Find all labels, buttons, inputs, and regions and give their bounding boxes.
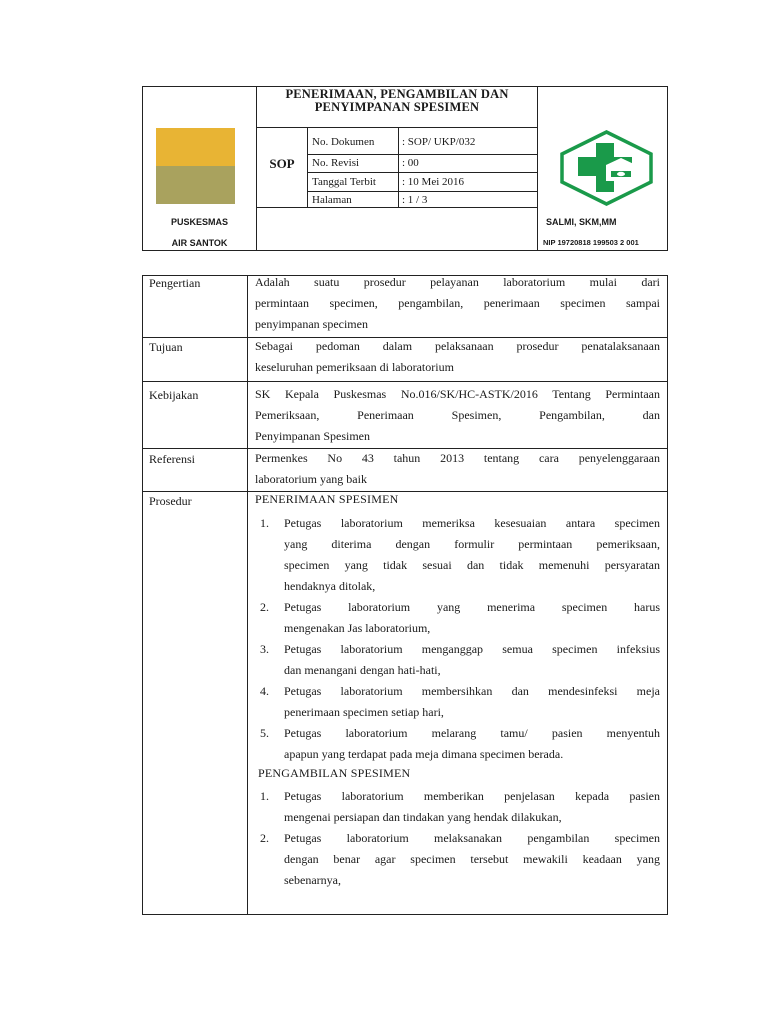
logo-top-block <box>156 128 235 166</box>
list-number: 1. <box>260 516 269 530</box>
row-label-pengertian: Pengertian <box>149 276 201 290</box>
title-line: PENYIMPANAN SPESIMEN <box>314 100 480 114</box>
row-label-referensi: Referensi <box>149 452 195 466</box>
text-line: Permenkes No 43 tahun 2013 tentang cara penyelenggaraan <box>255 451 660 465</box>
text-line: mengenai persiapan dan tindakan yang hendak dilakukan, <box>284 810 562 824</box>
text-line: permintaan specimen, pengambilan, penerimaan specimen sampai <box>255 296 660 310</box>
signer-name: SALMI, SKM,MM <box>546 217 617 227</box>
text-line: Sebagai pedoman dalam pelaksanaan prosedur penatalaksanaan <box>255 339 660 353</box>
list-item <box>260 786 660 828</box>
text-line: penerimaan specimen setiap hari, <box>284 705 444 719</box>
text-line: Petugas laboratorium menganggap semua specimen infeksius <box>284 642 660 656</box>
row-content-tujuan <box>255 336 660 378</box>
meta-label: No. Dokumen <box>312 136 375 148</box>
text-line: Petugas laboratorium melarang tamu/ pasien menyentuh <box>284 726 660 740</box>
text-line: yang diterima dengan formulir permintaan pemeriksaan, <box>284 537 660 551</box>
list-item <box>260 723 660 765</box>
text-line: specimen yang tidak sesuai dan tidak memenuhi persyaratan <box>284 558 660 572</box>
sop-label: SOP <box>269 156 295 171</box>
org-location: AIR SANTOK <box>171 238 228 248</box>
text-line: laboratorium yang baik <box>255 472 367 486</box>
section-title-pengambilan: PENGAMBILAN SPESIMEN <box>258 766 411 780</box>
logo-bottom-block <box>156 166 235 204</box>
penerimaan-steps <box>260 513 660 765</box>
meta-label: Tanggal Terbit <box>312 176 376 188</box>
text-line: Petugas laboratorium memberikan penjelasan kepada pasien <box>284 789 660 803</box>
list-number: 1. <box>260 789 269 803</box>
text-line: apapun yang terdapat pada meja dimana specimen berada. <box>284 747 564 761</box>
row-label-tujuan: Tujuan <box>149 340 183 354</box>
title-line: PENERIMAAN, PENGAMBILAN DAN <box>285 87 509 101</box>
text-line: Penyimpanan Spesimen <box>255 429 370 443</box>
meta-label: No. Revisi <box>312 157 360 169</box>
text-line: sebenarnya, <box>284 873 341 887</box>
text-line: mengenakan Jas laboratorium, <box>284 621 431 635</box>
text-line: keseluruhan pemeriksaan di laboratorium <box>255 360 454 374</box>
document-title <box>257 88 537 114</box>
row-label-prosedur: Prosedur <box>149 494 192 508</box>
text-line: dan menangani dengan hati-hati, <box>284 663 441 677</box>
text-line: penyimpanan specimen <box>255 317 368 331</box>
meta-value: : 00 <box>402 157 419 169</box>
list-item <box>260 597 660 639</box>
meta-value: : SOP/ UKP/032 <box>402 136 476 148</box>
list-number: 2. <box>260 600 269 614</box>
list-number: 5. <box>260 726 269 740</box>
puskesmas-logo <box>156 128 235 204</box>
text-line: Petugas laboratorium membersihkan dan mendesinfeksi meja <box>284 684 660 698</box>
text-line: SK Kepala Puskesmas No.016/SK/HC-ASTK/2016 Tentang Permintaan <box>255 387 660 401</box>
cross-icon <box>560 130 653 206</box>
text-line: Adalah suatu prosedur pelayanan laboratorium mulai dari <box>255 275 660 289</box>
meta-value: : 10 Mei 2016 <box>402 176 465 188</box>
text-line: Pemeriksaan, Penerimaan Spesimen, Pengambilan, dan <box>255 408 660 422</box>
list-item <box>260 828 660 891</box>
meta-value: : 1 / 3 <box>402 194 428 206</box>
list-item <box>260 639 660 681</box>
list-number: 4. <box>260 684 269 698</box>
text-line: Petugas laboratorium yang menerima specimen harus <box>284 600 660 614</box>
text-line: dengan benar agar specimen tersebut mewakili keadaan yang <box>284 852 660 866</box>
text-line: hendaknya ditolak, <box>284 579 376 593</box>
row-content-referensi <box>255 448 660 490</box>
row-content-kebijakan <box>255 384 660 447</box>
list-item <box>260 681 660 723</box>
list-number: 3. <box>260 642 269 656</box>
pengambilan-steps <box>260 786 660 891</box>
meta-label: Halaman <box>312 194 352 206</box>
text-line: Petugas laboratorium melaksanakan pengambilan specimen <box>284 831 660 845</box>
row-label-kebijakan: Kebijakan <box>149 388 199 402</box>
row-content-pengertian <box>255 272 660 335</box>
signer-nip: NIP 19720818 199503 2 001 <box>543 238 639 247</box>
text-line: Petugas laboratorium memeriksa kesesuaian antara specimen <box>284 516 660 530</box>
health-cross-emblem <box>560 130 653 206</box>
org-name: PUSKESMAS <box>170 217 228 227</box>
list-item <box>260 513 660 597</box>
section-title-penerimaan: PENERIMAAN SPESIMEN <box>255 492 399 506</box>
list-number: 2. <box>260 831 269 845</box>
